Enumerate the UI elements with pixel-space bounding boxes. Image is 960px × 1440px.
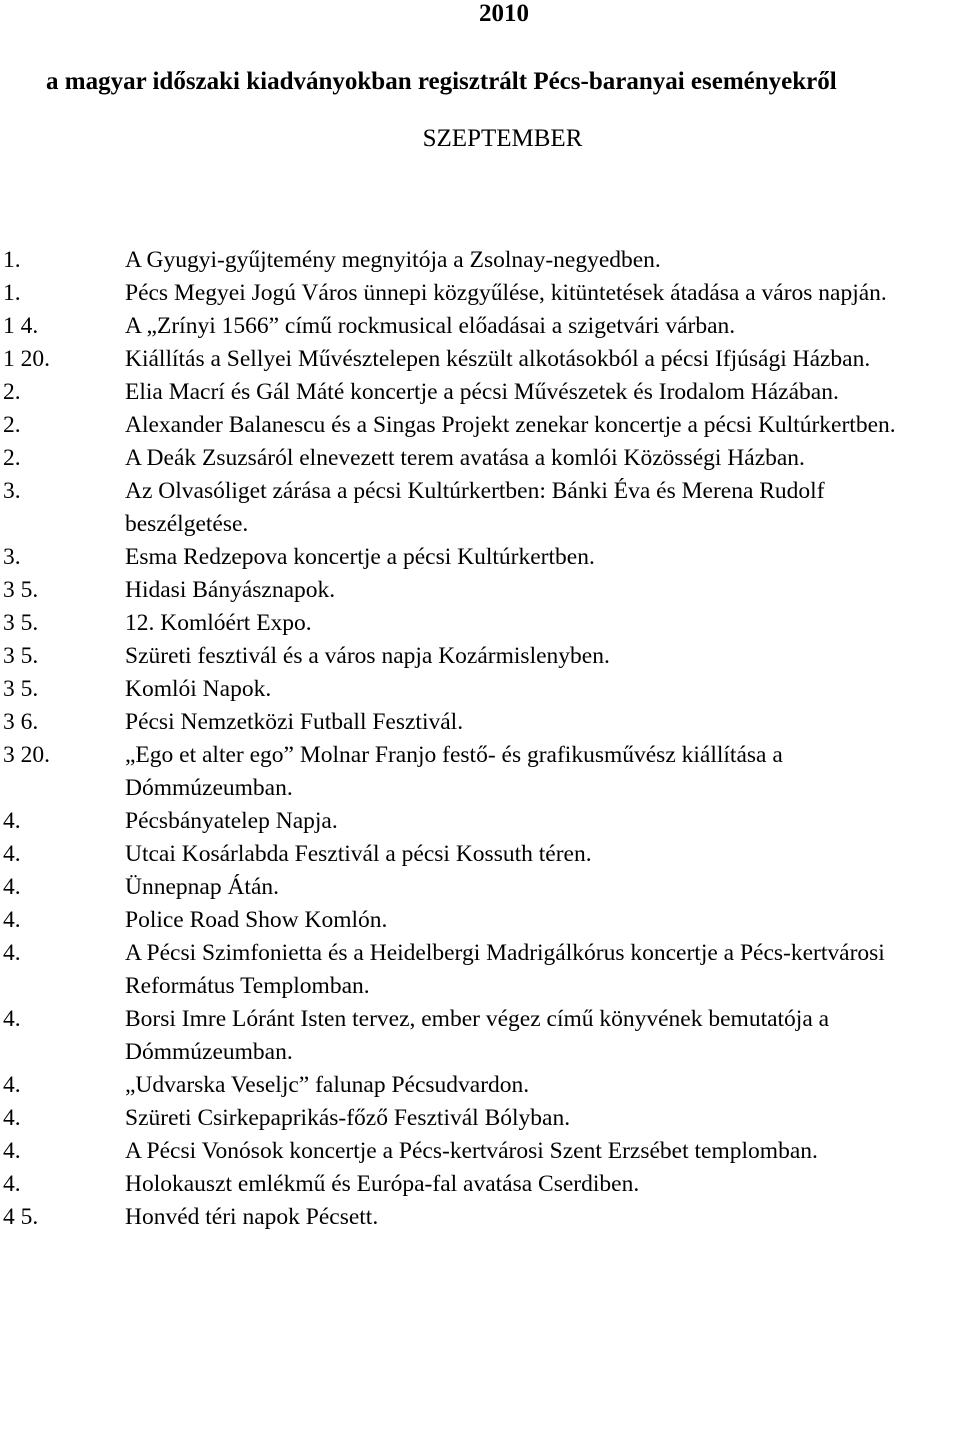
event-item: [0, 1201, 960, 1234]
event-text: Pécsbányatelep Napja.: [125, 808, 338, 834]
event-date: 4.: [3, 1105, 21, 1131]
event-date: 1.: [3, 247, 21, 273]
event-text: Pécsi Nemzetközi Futball Fesztivál.: [125, 709, 464, 735]
event-item: [0, 739, 960, 805]
event-date: 4.: [3, 874, 21, 900]
event-item: [0, 310, 960, 343]
event-item: [0, 343, 960, 376]
event-item: [0, 475, 960, 541]
event-date: 4.: [3, 940, 21, 966]
event-date: 3 20.: [3, 742, 50, 768]
event-date: 4.: [3, 907, 21, 933]
event-text: „Udvarska Veseljc” falunap Pécsudvardon.: [125, 1072, 530, 1098]
event-text: Police Road Show Komlón.: [125, 907, 388, 933]
event-text: Az Olvasóliget zárása a pécsi Kultúrkertben: Bánki Éva és Merena Rudolf beszélgetése.: [125, 478, 825, 537]
event-item: [0, 409, 960, 442]
event-date: 3 5.: [3, 610, 39, 636]
event-date: 1 4.: [3, 313, 39, 339]
event-text: A „Zrínyi 1566” című rockmusical előadásai a szigetvári várban.: [125, 313, 736, 339]
event-text: 12. Komlóért Expo.: [125, 610, 312, 636]
event-text: A Pécsi Vonósok koncertje a Pécs-kertvárosi Szent Erzsébet templomban.: [125, 1138, 818, 1164]
event-item: [0, 244, 960, 277]
event-text: Elia Macrí és Gál Máté koncertje a pécsi Művészetek és Irodalom Házában.: [125, 379, 839, 405]
event-date: 2.: [3, 412, 21, 438]
event-text: Alexander Balanescu és a Singas Projekt zenekar koncertje a pécsi Kultúrkertben.: [125, 412, 896, 438]
event-item: [0, 1168, 960, 1201]
event-date: 4 5.: [3, 1204, 39, 1230]
event-item: [0, 376, 960, 409]
event-date: 4.: [3, 808, 21, 834]
event-text: Esma Redzepova koncertje a pécsi Kultúrkertben.: [125, 544, 595, 570]
event-item: [0, 673, 960, 706]
event-item: [0, 904, 960, 937]
document-subtitle: a magyar időszaki kiadványokban regisztrált Pécs-baranyai eseményekről: [46, 68, 837, 95]
event-date: 4.: [3, 841, 21, 867]
event-text: Szüreti fesztivál és a város napja Kozármislenyben.: [125, 643, 610, 669]
event-item: [0, 1069, 960, 1102]
event-text: Borsi Imre Lóránt Isten tervez, ember végez című könyvének bemutatója a Dómmúzeumban.: [125, 1006, 830, 1065]
event-list: [0, 244, 960, 1234]
event-text: Pécs Megyei Jogú Város ünnepi közgyűlése, kitüntetések átadása a város napján.: [125, 280, 887, 306]
event-item: [0, 442, 960, 475]
event-date: 3 5.: [3, 643, 39, 669]
event-text: Szüreti Csirkepaprikás-főző Fesztivál Bólyban.: [125, 1105, 571, 1131]
event-text: Holokauszt emlékmű és Európa-fal avatása Cserdiben.: [125, 1171, 640, 1197]
event-date: 4.: [3, 1171, 21, 1197]
event-date: 3 5.: [3, 577, 39, 603]
event-text: A Pécsi Szimfonietta és a Heidelbergi Madrigálkórus koncertje a Pécs-kertvárosi Református Templomban.: [125, 940, 885, 999]
event-text: Honvéd téri napok Pécsett.: [125, 1204, 379, 1230]
event-date: 2.: [3, 379, 21, 405]
event-item: [0, 1003, 960, 1069]
event-item: [0, 706, 960, 739]
event-date: 4.: [3, 1006, 21, 1032]
event-item: [0, 871, 960, 904]
event-item: [0, 574, 960, 607]
event-item: [0, 838, 960, 871]
event-date: 4.: [3, 1072, 21, 1098]
event-item: [0, 541, 960, 574]
event-date: 1.: [3, 280, 21, 306]
event-date: 3 6.: [3, 709, 39, 735]
month-heading: SZEPTEMBER: [422, 125, 583, 152]
event-date: 3.: [3, 478, 21, 504]
event-item: [0, 805, 960, 838]
event-date: 2.: [3, 445, 21, 471]
event-item: [0, 1135, 960, 1168]
event-text: A Deák Zsuzsáról elnevezett terem avatása a komlói Közösségi Házban.: [125, 445, 805, 471]
event-item: [0, 277, 960, 310]
event-text: „Ego et alter ego” Molnar Franjo festő- és grafikusművész kiállítása a Dómmúzeumban.: [125, 742, 783, 801]
event-text: Kiállítás a Sellyei Művésztelepen készült alkotásokból a pécsi Ifjúsági Házban.: [125, 346, 871, 372]
event-text: Utcai Kosárlabda Fesztivál a pécsi Kossuth téren.: [125, 841, 592, 867]
event-text: A Gyugyi-gyűjtemény megnyitója a Zsolnay-negyedben.: [125, 247, 661, 273]
event-text: Komlói Napok.: [125, 676, 272, 702]
event-text: Hidasi Bányásznapok.: [125, 577, 336, 603]
event-date: 3.: [3, 544, 21, 570]
document-year: 2010: [479, 0, 529, 27]
event-text: Ünnepnap Átán.: [125, 874, 280, 900]
event-item: [0, 640, 960, 673]
event-item: [0, 607, 960, 640]
event-item: [0, 1102, 960, 1135]
event-date: 3 5.: [3, 676, 39, 702]
event-item: [0, 937, 960, 1003]
event-date: 4.: [3, 1138, 21, 1164]
event-date: 1 20.: [3, 346, 50, 372]
